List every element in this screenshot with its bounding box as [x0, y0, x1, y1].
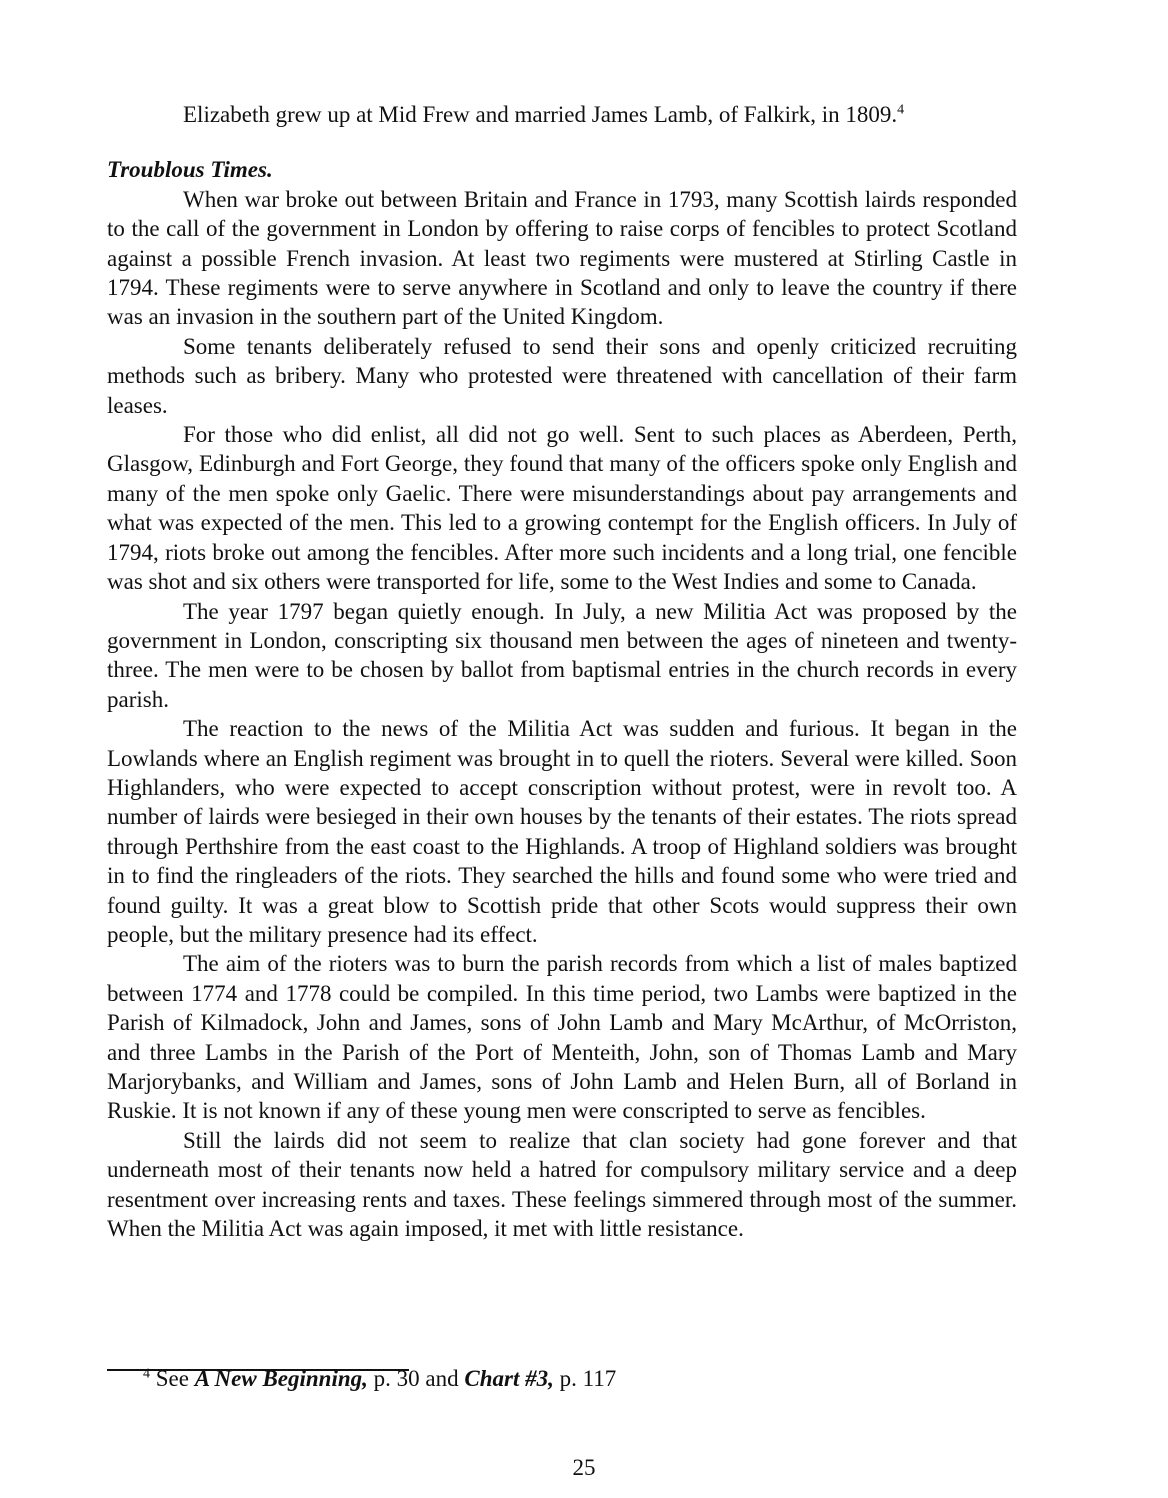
- section-heading: Troublous Times.: [107, 157, 273, 183]
- intro-paragraph: [107, 100, 1017, 129]
- footnote-chart-ref: Chart #3,: [464, 1366, 554, 1391]
- paragraph-4: The year 1797 began quietly enough. In July, a new Militia Act was proposed by the government in London, conscripting six thousand men between the ages of nineteen and twenty-three. The men were to be chosen by ballot from baptismal entries in the church records in every parish.: [107, 598, 1017, 712]
- footnote-suffix: p. 117: [553, 1366, 617, 1391]
- paragraph-3: For those who did enlist, all did not go well. Sent to such places as Aberdeen, Perth, Glasgow, Edinburgh and Fort George, they found that many of the officers spoke only English and many of the men spoke only Gaelic. There were misunderstandings about pay arrangements and what was expected of the men. This led to a growing contempt for the English officers. In July of 1794, riots broke out among the fencibles. After more such incidents and a long trial, one fencible was shot and six others were transported for life, some to the West Indies and some to Canada.: [107, 422, 1017, 595]
- footnote: [143, 1364, 616, 1393]
- body-text: [107, 100, 1017, 1243]
- paragraph-5: The reaction to the news of the Militia Act was sudden and furious. It began in the Lowlands where an English regiment was brought in to quell the rioters. Several were killed. Soon Highlanders, who were expected to accept conscription without protest, were in revolt too. A number of lairds were besieged in their own houses by the tenants of their estates. The riots spread through Perthshire from the east coast to the Highlands. A troop of Highland soldiers was brought in to find the ringleaders of the riots. They searched the hills and found some who were tried and found guilty. It was a great blow to Scottish pride that other Scots would suppress their own people, but the military presence had its effect.: [107, 716, 1017, 947]
- paragraph-6: The aim of the rioters was to burn the parish records from which a list of males baptized between 1774 and 1778 could be compiled. In this time period, two Lambs were baptized in the Parish of Kilmadock, John and James, sons of John Lamb and Mary McArthur, of McOrriston, and three Lambs in the Parish of the Port of Menteith, John, son of Thomas Lamb and Mary Marjorybanks, and William and James, sons of John Lamb and Helen Burn, all of Borland in Ruskie. It is not known if any of these young men were conscripted to serve as fencibles.: [107, 951, 1017, 1124]
- footnote-marker: 4: [143, 1366, 150, 1382]
- footnote-book-title: A New Beginning,: [194, 1366, 368, 1391]
- paragraph-7: Still the lairds did not seem to realize that clan society had gone forever and that underneath most of their tenants now held a hatred for compulsory military service and a deep resentment over increasing rents and taxes. These feelings simmered through most of the summer. When the Militia Act was again imposed, it met with little resistance.: [107, 1127, 1017, 1242]
- footnote-middle: p. 30 and: [367, 1366, 465, 1391]
- paragraph-1: When war broke out between Britain and France in 1793, many Scottish lairds responded to the call of the government in London by offering to raise corps of fencibles to protect Scotland against a possible French invasion. At least two regiments were mustered at Stirling Castle in 1794. These regiments were to serve anywhere in Scotland and only to leave the country if there was an invasion in the southern part of the United Kingdom.: [107, 186, 1017, 330]
- page-number: 25: [572, 1455, 596, 1480]
- intro-text: Elizabeth grew up at Mid Frew and married James Lamb, of Falkirk, in 1809.: [183, 102, 898, 127]
- footnote-reference: 4: [897, 102, 905, 118]
- footnote-prefix: See: [155, 1366, 195, 1391]
- paragraph-2: Some tenants deliberately refused to send their sons and openly criticized recruiting methods such as bribery. Many who protested were threatened with cancellation of their farm leases.: [107, 333, 1017, 418]
